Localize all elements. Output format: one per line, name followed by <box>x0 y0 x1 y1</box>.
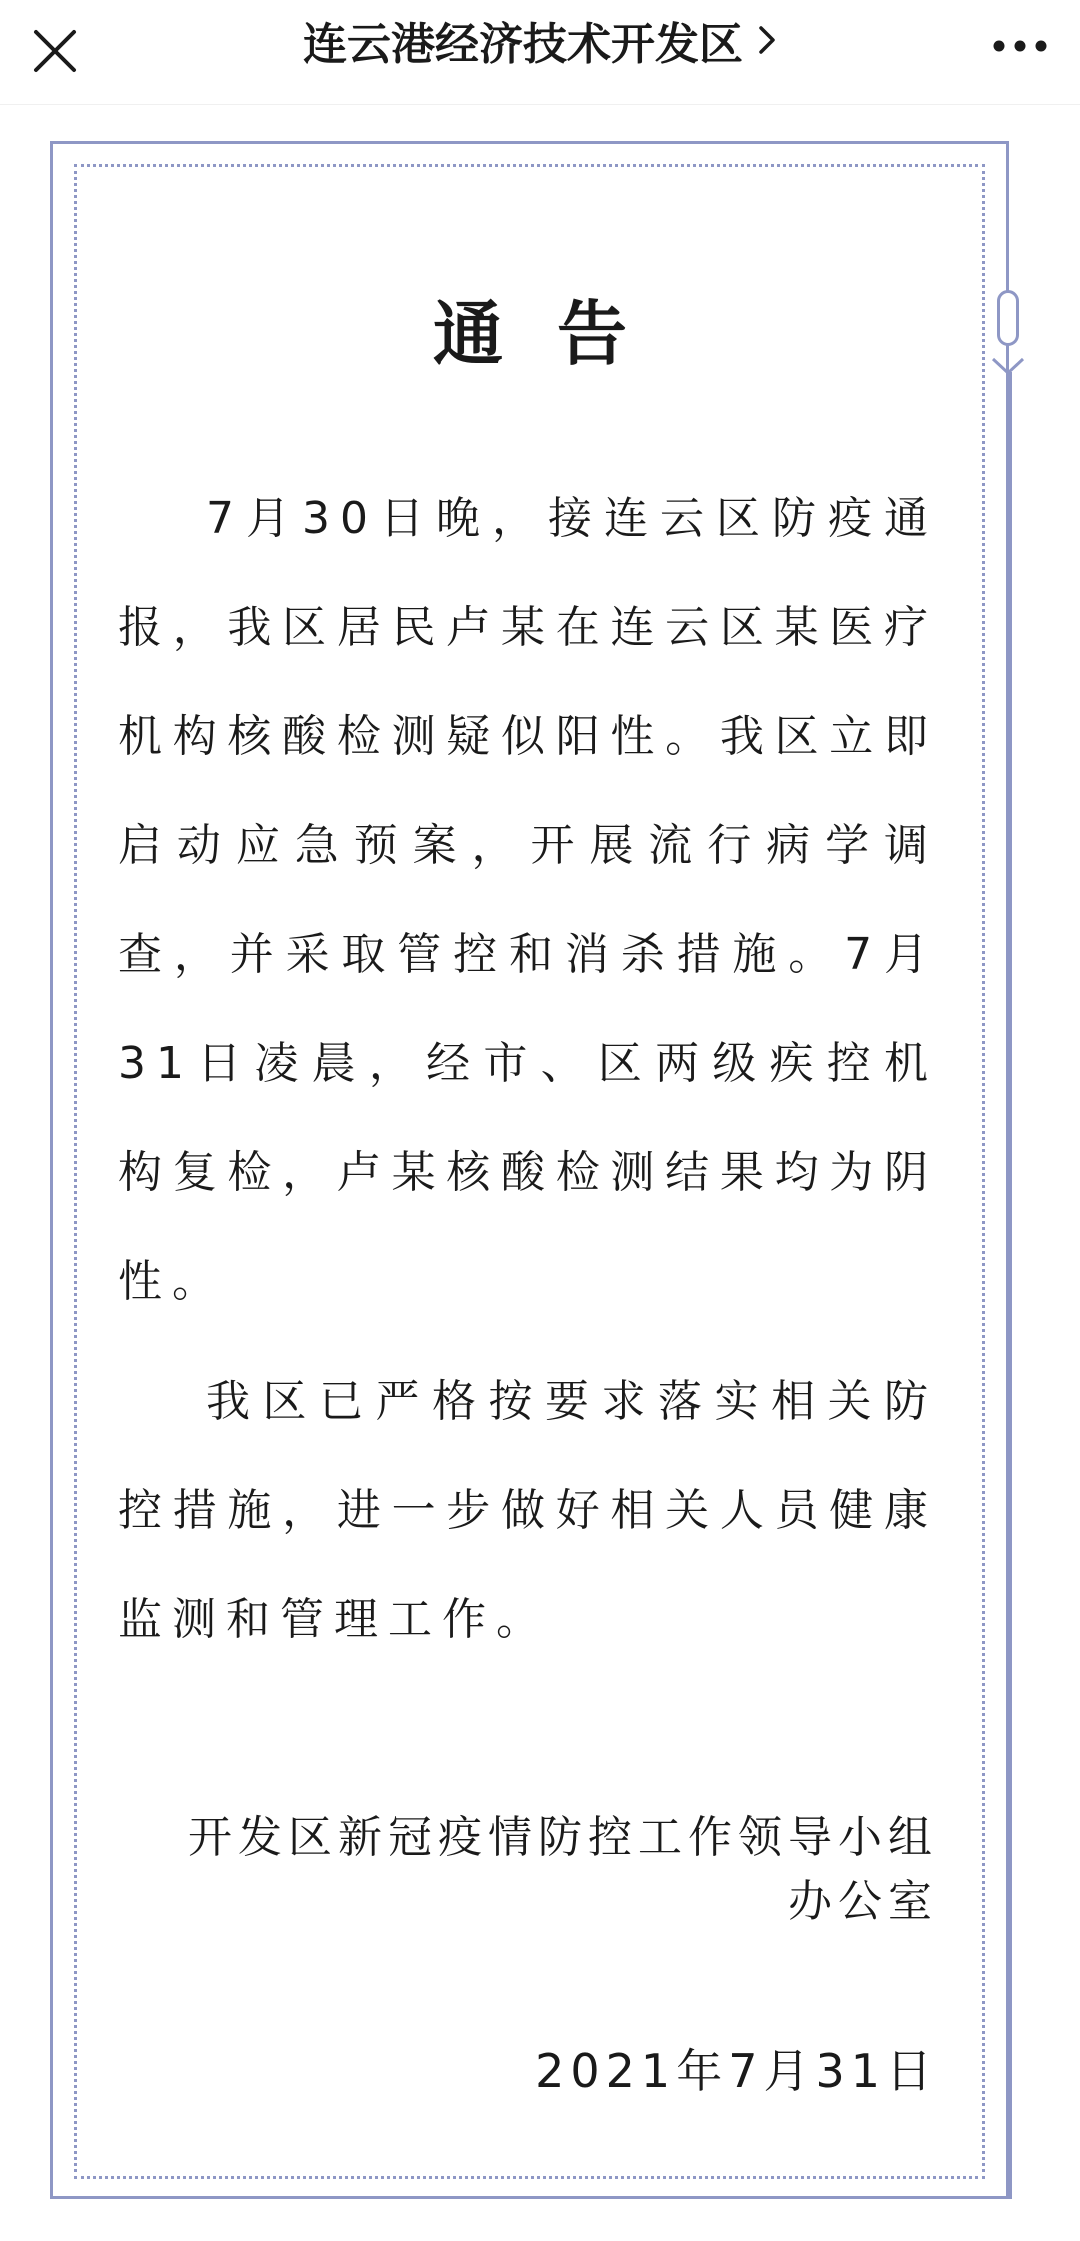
close-button[interactable] <box>18 16 92 90</box>
notice-paragraph-1: 7月30日晚，接连云区防疫通报，我区居民卢某在连云区某医疗机构核酸检测疑似阳性。我区立即启动应急预案，开展流行病学调查，并采取管控和消杀措施。7月31日凌晨，经市、区两级疾控机构复检，卢某核酸检测结果均为阴性。 <box>118 493 938 1307</box>
issuer-signature <box>138 1806 938 1934</box>
more-options-button[interactable] <box>978 10 1062 84</box>
close-icon <box>32 28 78 78</box>
issuer-line-2: 办公室 <box>788 1876 938 1927</box>
page-title: 连云港经济技术开发区 <box>303 19 743 70</box>
account-name-link[interactable] <box>200 0 880 80</box>
notice-title: 通告 <box>433 293 681 375</box>
top-navigation-bar <box>0 0 1080 105</box>
more-horizontal-icon <box>992 38 1048 57</box>
chevron-right-icon <box>757 24 777 56</box>
issuer-line-1: 开发区新冠疫情防控工作领导小组 <box>188 1812 938 1863</box>
notice-paragraph-2: 我区已严格按要求落实相关防控措施，进一步做好相关人员健康监测和管理工作。 <box>118 1376 938 1645</box>
scroll-track[interactable] <box>1009 372 1012 2199</box>
issue-date: 2021年7月31日 <box>535 2044 938 2098</box>
